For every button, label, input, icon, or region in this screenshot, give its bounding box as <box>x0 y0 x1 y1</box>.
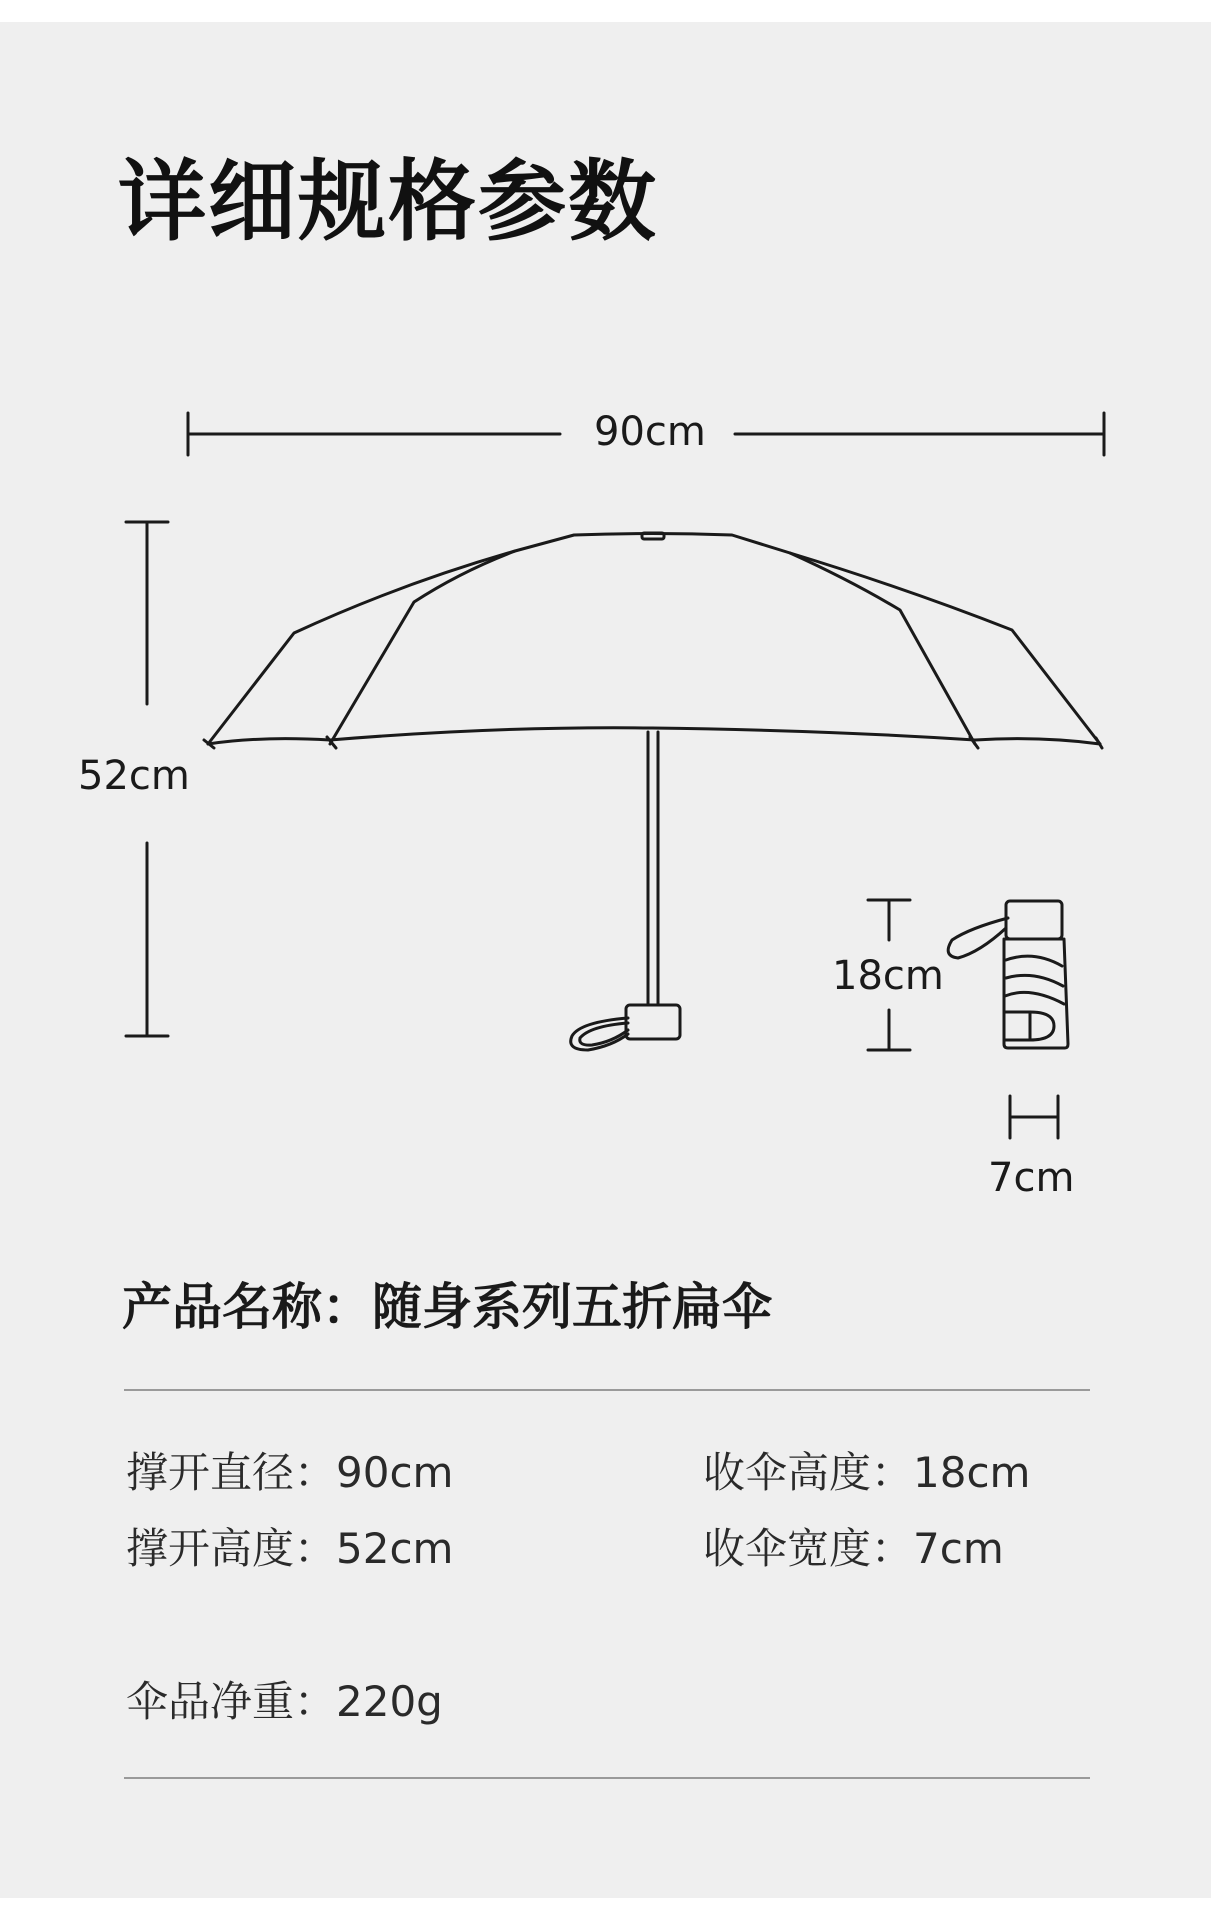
spec-folded-height: 收伞高度：18cm <box>703 1448 1031 1497</box>
folded-width-label: 7cm <box>988 1155 1075 1201</box>
product-name: 产品名称：随身系列五折扁伞 <box>122 1278 772 1336</box>
open-diameter-label: 90cm <box>594 409 706 455</box>
open-umbrella-icon <box>204 533 1102 1050</box>
spec-net-weight: 伞品净重：220g <box>126 1677 443 1726</box>
folded-umbrella-icon <box>948 901 1068 1048</box>
spec-open-diameter: 撑开直径：90cm <box>126 1448 454 1497</box>
folded-height-label: 18cm <box>832 953 944 999</box>
folded-width-dimension-line <box>1010 1096 1058 1138</box>
spec-folded-width: 收伞宽度：7cm <box>703 1524 1004 1573</box>
divider <box>124 1389 1090 1391</box>
divider <box>124 1777 1090 1779</box>
page-title: 详细规格参数 <box>118 150 659 253</box>
spec-open-height: 撑开高度：52cm <box>126 1524 454 1573</box>
open-height-label: 52cm <box>78 753 190 799</box>
